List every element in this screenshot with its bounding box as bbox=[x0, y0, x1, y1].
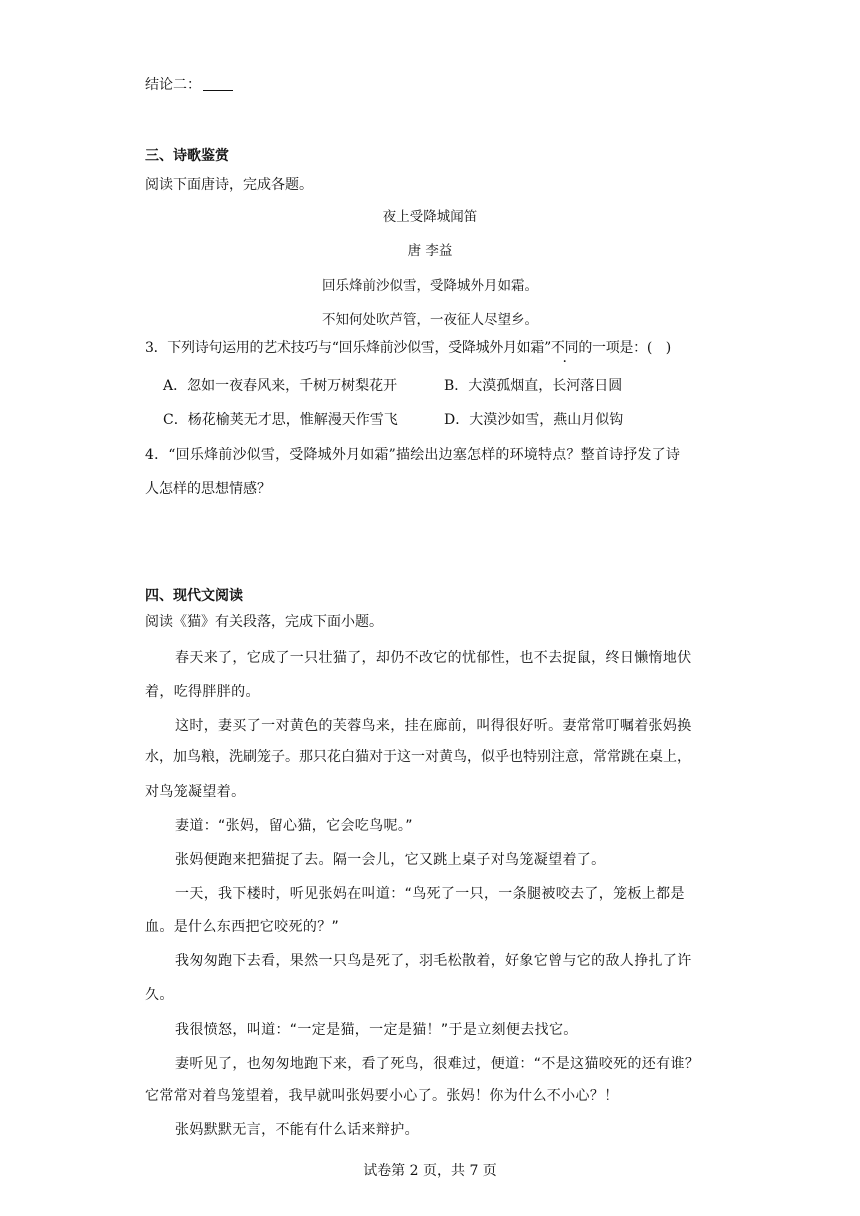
passage-line: 一天，我下楼时，听见张妈在叫道：“鸟死了一只，一条腿被咬去了，笼板上都是 bbox=[175, 886, 685, 902]
passage-line: 张妈默默无言，不能有什么话来辩护。 bbox=[175, 1122, 419, 1138]
question-3 bbox=[145, 338, 671, 358]
passage-line: 久。 bbox=[145, 987, 174, 1003]
question-3-prefix: 3．下列诗句运用的艺术技巧与“回乐烽前沙似雪，受降城外月如霜” bbox=[145, 340, 551, 356]
question-4-line-2: 人怎样的思想情感？ bbox=[145, 481, 271, 497]
poem-title: 夜上受降城闻笛 bbox=[382, 209, 478, 225]
passage-line: 水，加鸟粮，洗刷笼子。那只花白猫对于这一对黄鸟，似乎也特别注意，常常跳在桌上， bbox=[145, 749, 691, 765]
passage-line: 我很愤怒，叫道：“一定是猫，一定是猫！”于是立刻便去找它。 bbox=[175, 1022, 578, 1038]
passage-line: 血。是什么东西把它咬死的？” bbox=[145, 919, 340, 935]
passage-line: 这时，妻买了一对黄色的芙蓉鸟来，挂在廊前，叫得很好听。妻常常叮嘱着张妈换 bbox=[175, 718, 692, 734]
passage-line: 妻道：“张妈，留心猫，它会吃鸟呢。” bbox=[175, 818, 413, 834]
conclusion-two-label: 结论二： bbox=[145, 77, 201, 93]
question-3-emphasis: 不同 bbox=[550, 340, 579, 356]
option-c[interactable]: C．杨花榆荚无才思，惟解漫天作雪飞 bbox=[163, 412, 398, 428]
section-three-intro: 阅读下面唐诗，完成各题。 bbox=[145, 177, 313, 193]
poem-line-2: 不知何处吹芦管，一夜征人尽望乡。 bbox=[322, 312, 538, 328]
answer-blank[interactable] bbox=[203, 76, 233, 91]
passage-line: 妻听见了，也匆匆地跑下来，看了死鸟，很难过，便道：“不是这猫咬死的还有谁？ bbox=[175, 1056, 700, 1072]
passage-line: 对鸟笼凝望着。 bbox=[145, 784, 246, 800]
poem-line-1: 回乐烽前沙似雪，受降城外月如霜。 bbox=[322, 278, 538, 294]
option-a[interactable]: A．忽如一夜春风来，千树万树梨花开 bbox=[163, 378, 398, 394]
passage-line: 张妈便跑来把猫捉了去。隔一会儿，它又跳上桌子对鸟笼凝望着了。 bbox=[175, 852, 606, 868]
question-3-suffix: 的一项是：( ) bbox=[578, 340, 671, 356]
option-d[interactable]: D．大漠沙如雪，燕山月似钩 bbox=[444, 412, 624, 428]
page-footer: 试卷第 2 页，共 7 页 bbox=[363, 1163, 497, 1179]
section-four-title: 四、现代文阅读 bbox=[145, 588, 243, 604]
option-b[interactable]: B．大漠孤烟直，长河落日圆 bbox=[444, 378, 623, 394]
passage-line: 我匆匆跑下去看，果然一只鸟是死了，羽毛松散着，好象它曾与它的敌人挣扎了许 bbox=[175, 953, 692, 969]
passage-line: 春天来了，它成了一只壮猫了，却仍不改它的忧郁性，也不去捉鼠，终日懒惰地伏 bbox=[175, 650, 692, 666]
passage-line: 着，吃得胖胖的。 bbox=[145, 684, 260, 700]
question-4-line-1: 4．“回乐烽前沙似雪，受降城外月如霜”描绘出边塞怎样的环境特点？整首诗抒发了诗 bbox=[145, 447, 681, 463]
conclusion-two bbox=[145, 75, 233, 95]
passage-line: 它常常对着鸟笼望着，我早就叫张妈要小心了。张妈！你为什么不小心？！ bbox=[145, 1088, 619, 1104]
poem-author: 唐 李益 bbox=[407, 243, 453, 259]
section-three-title: 三、诗歌鉴赏 bbox=[145, 148, 229, 164]
section-four-intro: 阅读《猫》有关段落，完成下面小题。 bbox=[145, 614, 383, 630]
